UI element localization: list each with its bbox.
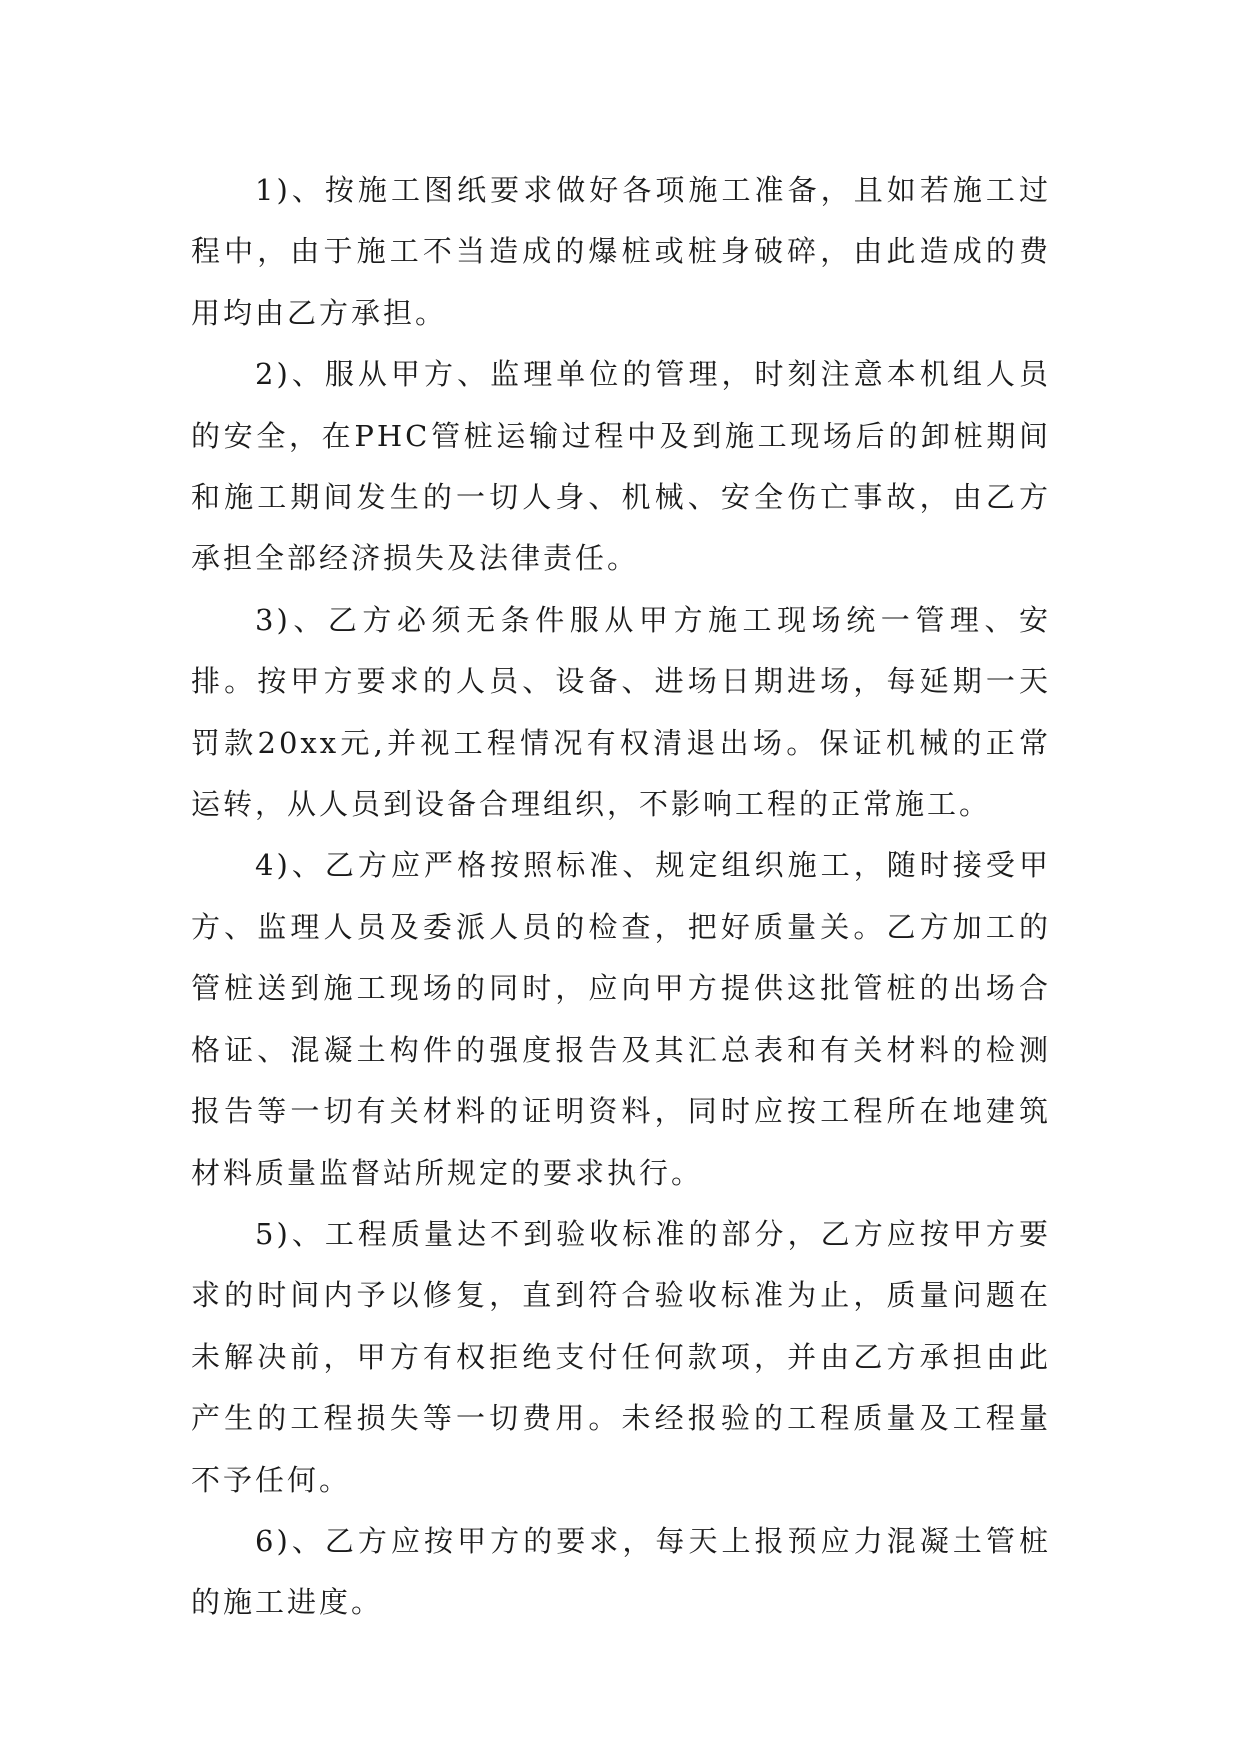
clause-3-paragraph: 3)、乙方必须无条件服从甲方施工现场统一管理、安排。按甲方要求的人员、设备、进场日期进场，每延期一天罚款20xx元,并视工程情况有权清退出场。保证机械的正常运转，从人员到设备合理组织，不影响工程的正常施工。 — [191, 602, 1051, 822]
document-body — [191, 160, 1051, 1634]
clause-2-paragraph: 2)、服从甲方、监理单位的管理，时刻注意本机组人员的安全，在PHC管桩运输过程中及到施工现场后的卸桩期间和施工期间发生的一切人身、机械、安全伤亡事故，由乙方承担全部经济损失及法律责任。 — [191, 357, 1051, 576]
clause-1-paragraph: 1)、按施工图纸要求做好各项施工准备，且如若施工过程中，由于施工不当造成的爆桩或桩身破碎，由此造成的费用均由乙方承担。 — [191, 173, 1051, 330]
clause-5-paragraph: 5)、工程质量达不到验收标准的部分，乙方应按甲方要求的时间内予以修复，直到符合验收标准为止，质量问题在未解决前，甲方有权拒绝支付任何款项，并由乙方承担由此产生的工程损失等一切费用。未经报验的工程质量及工程量不予任何。 — [191, 1216, 1051, 1497]
clause-6-paragraph: 6)、乙方应按甲方的要求，每天上报预应力混凝土管桩的施工进度。 — [191, 1523, 1051, 1620]
clause-4-paragraph: 4)、乙方应严格按照标准、规定组织施工，随时接受甲方、监理人员及委派人员的检查，把好质量关。乙方加工的管桩送到施工现场的同时，应向甲方提供这批管桩的出场合格证、混凝土构件的强度报告及其汇总表和有关材料的检测报告等一切有关材料的证明资料，同时应按工程所在地建筑材料质量监督站所规定的要求执行。 — [191, 848, 1051, 1190]
